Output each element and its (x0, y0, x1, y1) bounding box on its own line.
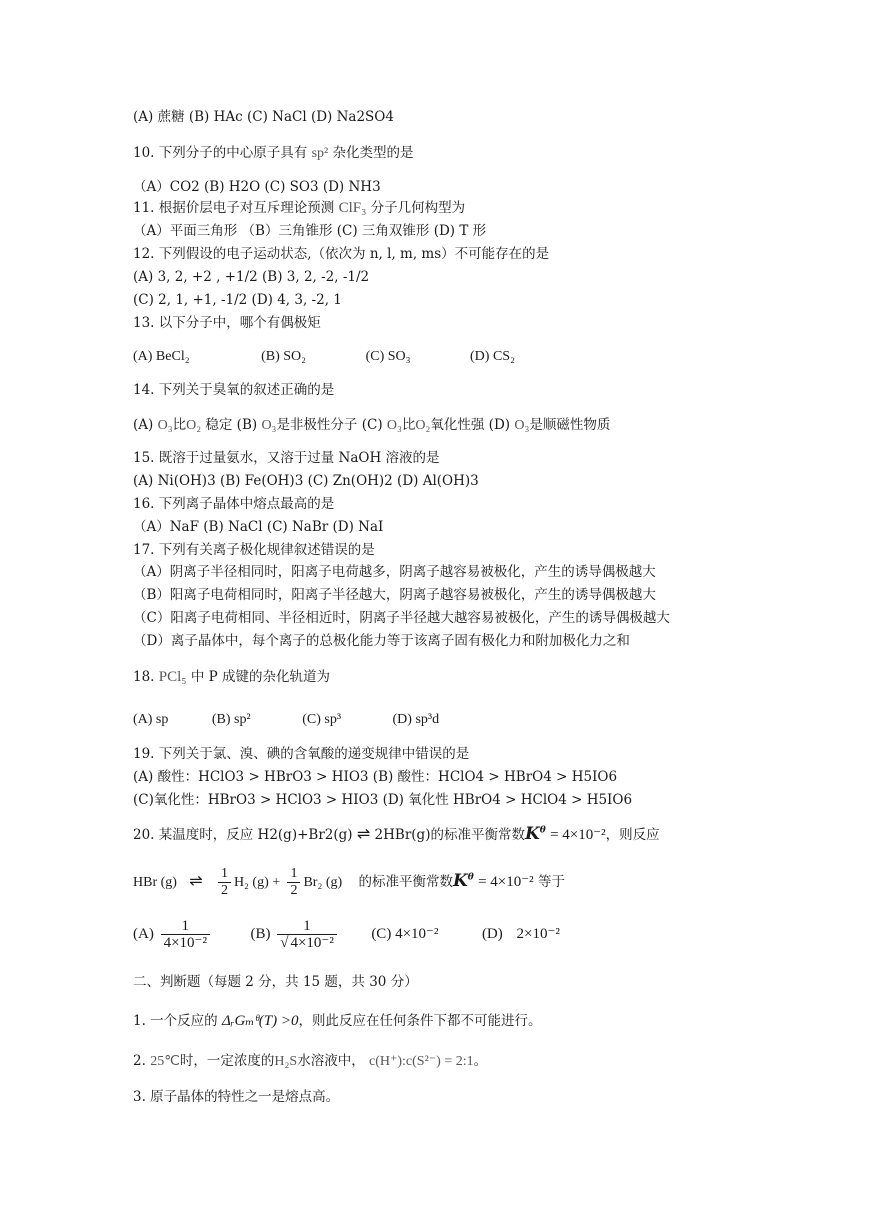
q17-option-d: （D）离子晶体中，每个离子的总极化能力等于该离子固有极化力和附加极化力之和 (133, 633, 630, 649)
q14-label-a: (A) (133, 417, 154, 433)
q11-stem: 11. 根据价层电子对互斥理论预测 (133, 200, 335, 216)
equilibrium-arrow-icon: ⇌ (356, 824, 371, 843)
h2s-formula: H₂S (274, 1054, 298, 1069)
h2-product: H₂ (g) + (233, 875, 281, 890)
q17-option-a: （A）阴离子半径相同时，阳离子电荷越多，阴离子越容易被极化，产生的诱导偶极越大 (133, 564, 656, 580)
o3-formula: O₃ (157, 418, 173, 433)
question-16: 16. 下列离子晶体中熔点最高的是 (133, 496, 335, 512)
j2-number: 2. (133, 1053, 146, 1069)
q15-options: (A) Ni(OH)3 (B) Fe(OH)3 (C) Zn(OH)2 (D) Al(OH)3 (133, 473, 479, 489)
question-19: 19. 下列关于氯、溴、碘的含氧酸的递变规律中错误的是 (133, 746, 470, 762)
q18-option-b: (B) sp² (211, 712, 251, 727)
q20-tail: ，则反应 (605, 827, 660, 843)
k-theta-symbol: $K^\theta$ (452, 871, 474, 891)
q18-tail: 中 P 成键的杂化轨道为 (190, 669, 330, 685)
half-fraction: $\frac{1}{2}$ (218, 866, 231, 899)
q11-options: （A）平面三角形 （B）三角锥形 (C) 三角双锥形 (D) T 形 (133, 223, 487, 239)
q14-bi: 比 (172, 417, 187, 433)
q13-option-b: (B) SO₂ (261, 349, 307, 364)
q10-tail: 杂化类型的是 (332, 145, 414, 161)
q11-tail: 分子几何构型为 (370, 200, 466, 216)
q20-label-c: (C) (371, 925, 392, 942)
j1-stem: 1. 一个反应的 (133, 1013, 218, 1029)
q18-number: 18. (133, 669, 155, 685)
br2-product: Br₂ (g) (303, 875, 343, 890)
q20-option-b-fraction: $\frac{1}{\text{√ 4×10⁻²}}$ (277, 918, 337, 951)
temperature-25c: 25℃ (150, 1054, 180, 1069)
k-value: = 4×10⁻² (478, 874, 534, 890)
j1-tail: ，则此反应在任何条件下都不可能进行。 (298, 1013, 542, 1029)
q12-options-cd: (C) 2, 1, +1, -1/2 (D) 4, 3, -2, 1 (133, 292, 342, 308)
k-theta-symbol: $K^\theta$ (524, 824, 546, 844)
question-13: 13. 以下分子中，哪个有偶极矩 (133, 315, 321, 331)
delta-g-expression: ΔᵣGₘᶿ(T) >0 (221, 1013, 299, 1029)
q10-stem: 10. 下列分子的中心原子具有 (133, 145, 308, 161)
q17-option-c: （C）阳离子电荷相同、半径相近时，阴离子半径越大越容易被极化，产生的诱导偶极越大 (133, 610, 670, 626)
q10-options: （A）CO2 (B) H2O (C) SO3 (D) NH3 (133, 179, 381, 195)
q19-options-cd: (C)氧化性：HBrO3 > HClO3 > HIO3 (D) 氧化性 HBrO4 > HClO4 > H5IO6 (133, 792, 633, 808)
judgment-1 (133, 1012, 542, 1030)
k-value: = 4×10⁻² (550, 827, 606, 843)
q18-option-a: (A) sp (133, 712, 169, 727)
o3-formula: O₃ (514, 418, 530, 433)
hbr-reactant: HBr (g) (133, 875, 177, 890)
q20-product: 2HBr(g)的标准平衡常数 (374, 827, 525, 843)
q9-options: (A) 蔗糖 (B) HAc (C) NaCl (D) Na2SO4 (133, 109, 394, 125)
half-fraction: $\frac{1}{2}$ (287, 866, 300, 899)
q18-option-c: (C) sp³ (302, 712, 342, 727)
question-11 (133, 199, 465, 217)
q20-options (133, 918, 560, 951)
q12-options-ab: (A) 3, 2, +2 , +1/2 (B) 3, 2, -2, -1/2 (133, 269, 370, 285)
question-17: 17. 下列有关离子极化规律叙述错误的是 (133, 542, 375, 558)
q13-option-d: (D) CS₂ (470, 349, 515, 364)
q18-option-d: (D) sp³d (392, 712, 440, 727)
q18-options (133, 711, 439, 729)
o3-formula: O₃ (261, 418, 277, 433)
question-20 (133, 825, 660, 844)
q16-options: （A）NaF (B) NaCl (C) NaBr (D) NaI (133, 519, 384, 535)
q20-label-d: (D) (481, 925, 503, 942)
q13-option-c: (C) SO₃ (365, 349, 411, 364)
q20-label-k: 的标准平衡常数 (358, 874, 453, 890)
q20-option-d-value: 2×10⁻² (516, 925, 560, 942)
question-18 (133, 668, 330, 686)
clf3-formula: ClF₃ (338, 200, 367, 216)
j2-end: 。 (473, 1053, 488, 1069)
j2-text-2: 水溶液中， (297, 1053, 365, 1069)
question-12: 12. 下列假设的电子运动状态,（依次为 n, l, m, ms）不可能存在的是 (133, 246, 550, 262)
q13-option-a: (A) BeCl₂ (133, 349, 190, 364)
question-10 (133, 144, 414, 163)
q20-equals: 等于 (537, 874, 565, 890)
q20-option-a-fraction: $\frac{1}{\text{4×10⁻²}}$ (161, 918, 210, 951)
q17-option-b: （B）阳离子电荷相同时，阳离子半径越大，阴离子越容易被极化，产生的诱导偶极越大 (133, 587, 656, 603)
question-15: 15. 既溶于过量氨水，又溶于过量 NaOH 溶液的是 (133, 450, 440, 466)
q14-options (133, 416, 610, 435)
question-14: 14. 下列关于臭氧的叙述正确的是 (133, 382, 335, 398)
section-2-heading: 二、判断题（每题 2 分，共 15 题，共 30 分） (133, 974, 418, 990)
q14-d-tail: 是顺磁性物质 (529, 417, 611, 433)
q20-stem: 20. 某温度时，反应 H2(g)+Br2(g) (133, 827, 353, 843)
judgment-2 (133, 1052, 487, 1071)
q14-bi: 比 (401, 417, 416, 433)
q19-options-ab: (A) 酸性：HClO3 > HBrO3 > HIO3 (B) 酸性：HClO4 > HBrO4 > H5IO6 (133, 769, 618, 785)
o3-formula: O₃ (386, 418, 402, 433)
o2-formula: O₂ (415, 418, 431, 433)
sp2-formula: sp² (311, 146, 329, 161)
j2-text-1: 时，一定浓度的 (179, 1053, 275, 1069)
concentration-ratio: c(H⁺):c(S²⁻) = 2:1 (369, 1054, 474, 1069)
q13-options (133, 348, 515, 366)
judgment-3: 3. 原子晶体的特性之一是熔点高。 (133, 1089, 340, 1105)
q14-c-tail: 氧化性强 (D) (430, 417, 511, 433)
q20-label-a: (A) (133, 925, 154, 942)
q20-reaction (133, 866, 565, 899)
q14-a-tail: 稳定 (B) (205, 417, 258, 433)
pcl5-formula: PCl₅ (158, 669, 187, 685)
o2-formula: O₂ (186, 418, 202, 433)
q20-label-b: (B) (250, 925, 271, 942)
q20-option-c-value: 4×10⁻² (395, 925, 439, 942)
q14-b-tail: 是非极性分子 (C) (276, 417, 383, 433)
equilibrium-arrow-icon: ⇌ (189, 871, 203, 890)
